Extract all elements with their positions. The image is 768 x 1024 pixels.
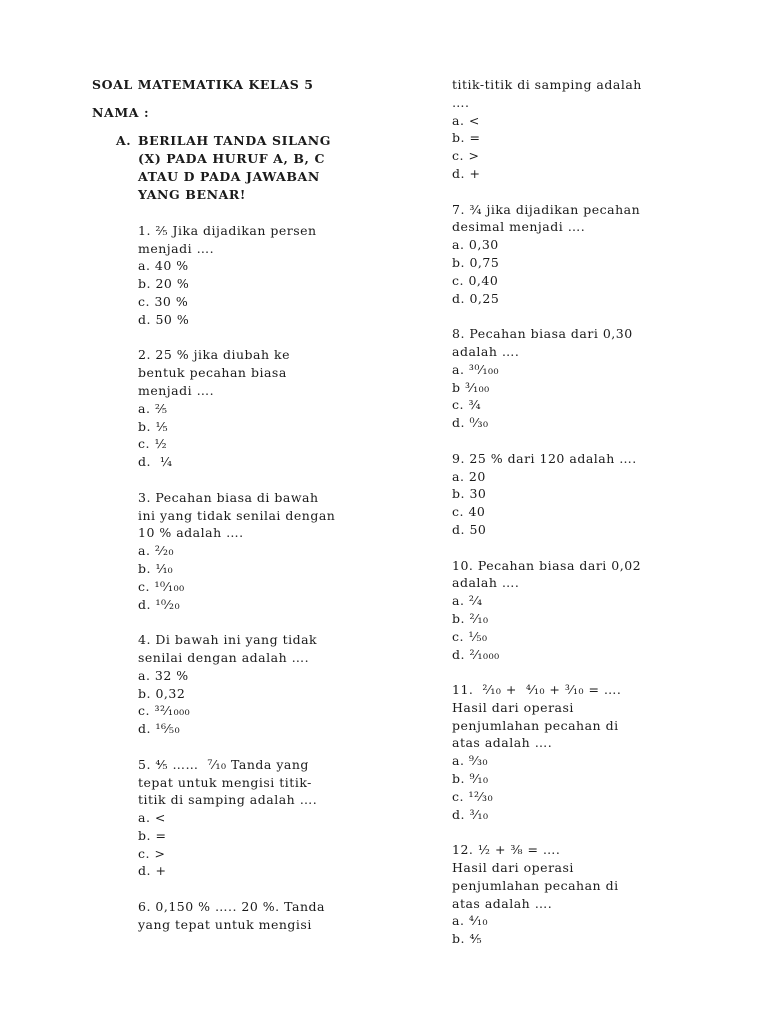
answer-option[interactable]: a. ⁹⁄₃₀ bbox=[452, 753, 489, 769]
question-3 bbox=[92, 489, 392, 614]
left-column bbox=[92, 76, 392, 934]
question-6 bbox=[92, 898, 392, 934]
question-text-line: atas adalah …. bbox=[452, 735, 553, 751]
question-4 bbox=[92, 631, 392, 738]
question-text-line: menjadi …. bbox=[138, 382, 215, 398]
answer-option[interactable]: c. ½ bbox=[138, 436, 168, 452]
answer-option[interactable]: c. ³²⁄₁₀₀₀ bbox=[138, 703, 191, 719]
question-text-line: 9. 25 % dari 120 adalah …. bbox=[452, 450, 637, 466]
answer-option[interactable]: a. < bbox=[138, 810, 166, 826]
answer-option[interactable]: c. ¾ bbox=[452, 397, 482, 413]
answer-option[interactable]: a. 40 % bbox=[138, 258, 189, 274]
answer-option[interactable]: b. = bbox=[452, 130, 481, 146]
answer-option[interactable]: b. ⅕ bbox=[138, 418, 169, 434]
question-text-line: penjumlahan pecahan di bbox=[452, 717, 619, 733]
answer-option[interactable]: a. 20 bbox=[452, 468, 486, 484]
question-12 bbox=[452, 841, 752, 948]
answer-option[interactable]: b. ²⁄₁₀ bbox=[452, 610, 489, 626]
right-column bbox=[452, 76, 752, 966]
question-text-line: 10 % adalah …. bbox=[138, 525, 244, 541]
question-text-line: yang tepat untuk mengisi bbox=[138, 916, 312, 932]
answer-option[interactable]: c. ¹²⁄₃₀ bbox=[452, 788, 494, 804]
instruction-line: BERILAH TANDA SILANG bbox=[138, 133, 332, 148]
answer-option[interactable]: d. ²⁄₁₀₀₀ bbox=[452, 646, 500, 662]
answer-option[interactable]: b. ⅒ bbox=[138, 560, 174, 576]
answer-option[interactable]: c. 0,40 bbox=[452, 272, 499, 288]
section-a-instruction bbox=[92, 132, 392, 204]
question-text-line: 11. ²⁄₁₀ + ⁴⁄₁₀ + ³⁄₁₀ = …. bbox=[452, 682, 622, 698]
answer-option[interactable]: a. 0,30 bbox=[452, 237, 499, 253]
answer-option[interactable]: a. < bbox=[452, 112, 480, 128]
question-text-line: …. bbox=[452, 94, 470, 110]
instruction-line: ATAU D PADA JAWABAN bbox=[138, 169, 320, 184]
question-text-line: 6. 0,150 % ….. 20 %. Tanda bbox=[138, 899, 325, 915]
question-11 bbox=[452, 681, 752, 823]
question-text-line: 10. Pecahan biasa dari 0,02 bbox=[452, 557, 642, 573]
question-list-left bbox=[92, 222, 392, 934]
answer-option[interactable]: b. 0,75 bbox=[452, 254, 500, 270]
question-text-line: bentuk pecahan biasa bbox=[138, 365, 287, 381]
question-text-line: 5. ⅘ …… ⁷⁄₁₀ Tanda yang bbox=[138, 756, 309, 772]
answer-option[interactable]: d. ¹⁰⁄₂₀ bbox=[138, 596, 181, 612]
answer-option[interactable]: a. ²⁄₄ bbox=[452, 593, 483, 609]
answer-option[interactable]: b ³⁄₁₀₀ bbox=[452, 379, 490, 395]
answer-option[interactable]: b. ⅘ bbox=[452, 931, 483, 947]
answer-option[interactable]: a. ²⁄₂₀ bbox=[138, 543, 175, 559]
answer-option[interactable]: c. > bbox=[452, 148, 480, 164]
question-8 bbox=[452, 325, 752, 432]
question-text-line: 12. ½ + ⅜ = …. bbox=[452, 842, 561, 858]
answer-option[interactable]: a. ³⁰⁄₁₀₀ bbox=[452, 361, 500, 377]
instruction-line: (X) PADA HURUF A, B, C bbox=[138, 151, 326, 166]
answer-option[interactable]: b. 30 bbox=[452, 486, 487, 502]
question-text-line: 3. Pecahan biasa di bawah bbox=[138, 489, 319, 505]
answer-option[interactable]: b. ⁹⁄₁₀ bbox=[452, 771, 489, 787]
question-5 bbox=[92, 756, 392, 881]
question-text-line: 4. Di bawah ini yang tidak bbox=[138, 632, 318, 648]
answer-option[interactable]: d. 50 % bbox=[138, 311, 190, 327]
question-9 bbox=[452, 450, 752, 539]
answer-option[interactable]: c. > bbox=[138, 845, 166, 861]
answer-option[interactable]: d. ¼ bbox=[138, 454, 173, 470]
question-text-line: 1. ⅖ Jika dijadikan persen bbox=[138, 222, 317, 238]
answer-option[interactable]: a. ⅖ bbox=[138, 400, 168, 416]
question-text-line: senilai dengan adalah …. bbox=[138, 649, 310, 665]
answer-option[interactable]: d. 50 bbox=[452, 521, 487, 537]
question-1 bbox=[92, 222, 392, 329]
question-text-line: 7. ¾ jika dijadikan pecahan bbox=[452, 201, 641, 217]
answer-option[interactable]: b. 20 % bbox=[138, 276, 190, 292]
page-title: SOAL MATEMATIKA KELAS 5 bbox=[92, 77, 314, 92]
answer-option[interactable]: b. = bbox=[138, 827, 167, 843]
name-label: NAMA : bbox=[92, 105, 150, 120]
question-text-line: menjadi …. bbox=[138, 240, 215, 256]
question-2 bbox=[92, 346, 392, 471]
question-text-line: desimal menjadi …. bbox=[452, 219, 586, 235]
question-text-line: 8. Pecahan biasa dari 0,30 bbox=[452, 326, 633, 342]
answer-option[interactable]: d. ⁰⁄₃₀ bbox=[452, 415, 489, 431]
question-text-line: titik di samping adalah …. bbox=[138, 792, 318, 808]
answer-option[interactable]: c. 30 % bbox=[138, 293, 189, 309]
question-text-line: penjumlahan pecahan di bbox=[452, 877, 619, 893]
answer-option[interactable]: a. 32 % bbox=[138, 667, 189, 683]
question-text-line: atas adalah …. bbox=[452, 895, 553, 911]
question-10 bbox=[452, 557, 752, 664]
answer-option[interactable]: d. ¹⁶⁄₅₀ bbox=[138, 721, 181, 737]
question-text-line: ini yang tidak senilai dengan bbox=[138, 507, 336, 523]
answer-option[interactable]: b. 0,32 bbox=[138, 685, 186, 701]
question-text-line: 2. 25 % jika diubah ke bbox=[138, 347, 291, 363]
instruction-line: YANG BENAR! bbox=[138, 187, 246, 202]
answer-option[interactable]: d. ³⁄₁₀ bbox=[452, 806, 489, 822]
question-text-line: tepat untuk mengisi titik- bbox=[138, 774, 312, 790]
answer-option[interactable]: c. 40 bbox=[452, 504, 486, 520]
question-text-line: adalah …. bbox=[452, 343, 520, 359]
question-text-line: titik-titik di samping adalah bbox=[452, 77, 642, 92]
question-6 bbox=[452, 76, 752, 183]
answer-option[interactable]: d. + bbox=[138, 863, 167, 879]
answer-option[interactable]: d. 0,25 bbox=[452, 290, 500, 306]
question-text-line: Hasil dari operasi bbox=[452, 860, 574, 876]
section-marker: A. bbox=[116, 133, 132, 148]
answer-option[interactable]: a. ⁴⁄₁₀ bbox=[452, 913, 489, 929]
answer-option[interactable]: d. + bbox=[452, 165, 481, 181]
question-text-line: adalah …. bbox=[452, 575, 520, 591]
question-7 bbox=[452, 201, 752, 308]
answer-option[interactable]: c. ¹⁰⁄₁₀₀ bbox=[138, 578, 185, 594]
answer-option[interactable]: c. ¹⁄₅₀ bbox=[452, 628, 488, 644]
question-list-right bbox=[452, 76, 752, 948]
question-text-line: Hasil dari operasi bbox=[452, 699, 574, 715]
